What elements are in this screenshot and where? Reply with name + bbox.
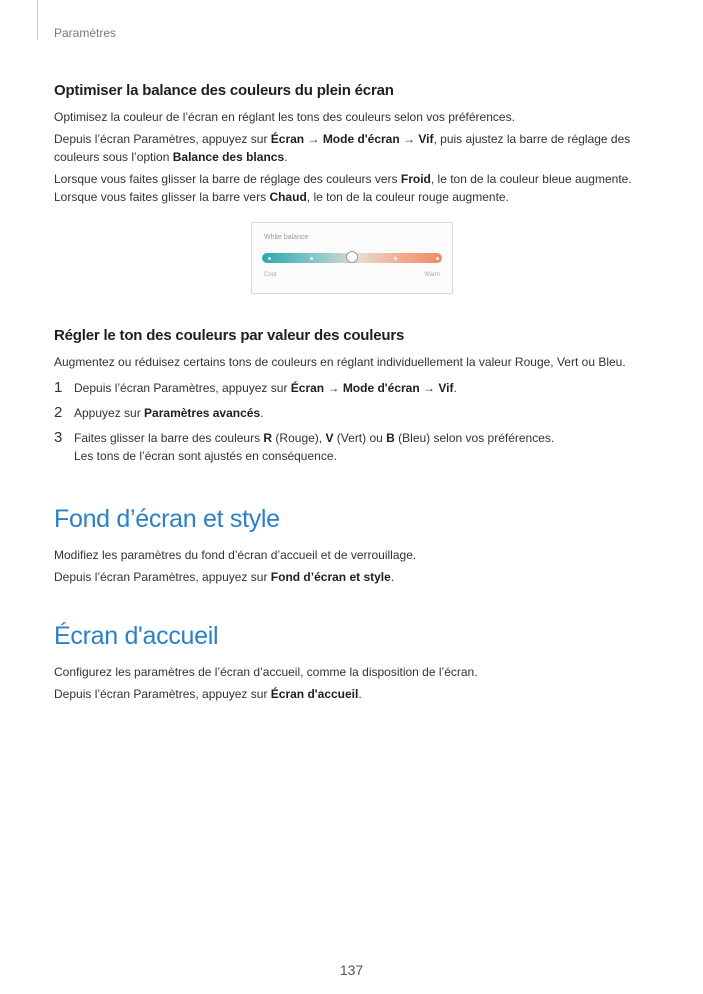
paragraph: Depuis l’écran Paramètres, appuyez sur Écran d'accueil. bbox=[54, 687, 362, 701]
step-number: 3 bbox=[54, 429, 63, 446]
page-header-title: Paramètres bbox=[54, 26, 117, 40]
paragraph: Depuis l’écran Paramètres, appuyez sur Écran → Mode d'écran → Vif, puis ajustez la barre de réglage des couleurs sous l’option Balance des blancs. bbox=[54, 132, 631, 164]
paragraph: Lorsque vous faites glisser la barre de réglage des couleurs vers Froid, le ton de la couleur bleue augmente. Lorsque vous faites glisser la barre vers Chaud, le ton de la couleur rouge augmente. bbox=[54, 172, 632, 204]
section-heading-balance: Optimiser la balance des couleurs du plein écran bbox=[54, 82, 394, 99]
step-item: 2 Appuyez sur Paramètres avancés. bbox=[54, 404, 264, 421]
menu-ref-accueil: Écran d'accueil bbox=[270, 687, 359, 701]
step-number: 1 bbox=[54, 379, 63, 396]
white-balance-slider-thumb bbox=[346, 251, 358, 263]
term-chaud: Chaud bbox=[269, 190, 307, 204]
section-heading-tone: Régler le ton des couleurs par valeur des couleurs bbox=[54, 327, 405, 344]
white-balance-label: White balance bbox=[264, 234, 309, 241]
paragraph: Configurez les paramètres de l’écran d’accueil, comme la disposition de l’écran. bbox=[54, 665, 478, 679]
step-list bbox=[54, 379, 654, 465]
paragraph: Augmentez ou réduisez certains tons de couleurs en réglant individuellement la valeur Rouge, Vert ou Bleu. bbox=[54, 355, 626, 369]
warm-label: Warm bbox=[424, 272, 440, 278]
cool-label: Cool bbox=[264, 272, 277, 278]
section-heading-fond: Fond d’écran et style bbox=[54, 505, 280, 533]
section-tone bbox=[54, 327, 654, 465]
term-froid: Froid bbox=[400, 172, 431, 186]
section-heading-accueil: Écran d'accueil bbox=[54, 622, 219, 650]
paragraph: Modifiez les paramètres du fond d’écran d’accueil et de verrouillage. bbox=[54, 548, 417, 562]
menu-ref-vif: Vif bbox=[418, 132, 434, 146]
step-number: 2 bbox=[54, 404, 63, 421]
paragraph: Optimisez la couleur de l’écran en réglant les tons des couleurs selon vos préférences. bbox=[54, 110, 515, 124]
page-number: 137 bbox=[339, 962, 364, 978]
paragraph: Depuis l’écran Paramètres, appuyez sur Fond d’écran et style. bbox=[54, 570, 395, 584]
step-item: 3 Faites glisser la barre des couleurs R (Rouge), V (Vert) ou B (Bleu) selon vos préférences. Les tons de l’écran sont ajustés en conséquence. bbox=[54, 429, 555, 463]
menu-ref-balance: Balance des blancs bbox=[172, 150, 285, 164]
menu-ref-mode: Mode d'écran bbox=[322, 132, 400, 146]
slider-tick-dot bbox=[436, 257, 439, 260]
main-content bbox=[54, 82, 654, 707]
step-item: 1 Depuis l’écran Paramètres, appuyez sur Écran → Mode d'écran → Vif. bbox=[54, 379, 457, 396]
slider-tick-dot bbox=[394, 257, 397, 260]
menu-ref-fond: Fond d’écran et style bbox=[270, 570, 391, 584]
header-divider bbox=[37, 0, 38, 40]
slider-tick-dot bbox=[268, 257, 271, 260]
white-balance-figure bbox=[251, 222, 453, 294]
slider-tick-dot bbox=[310, 257, 313, 260]
section-balance bbox=[54, 82, 654, 294]
menu-ref-ecran: Écran bbox=[270, 132, 305, 146]
